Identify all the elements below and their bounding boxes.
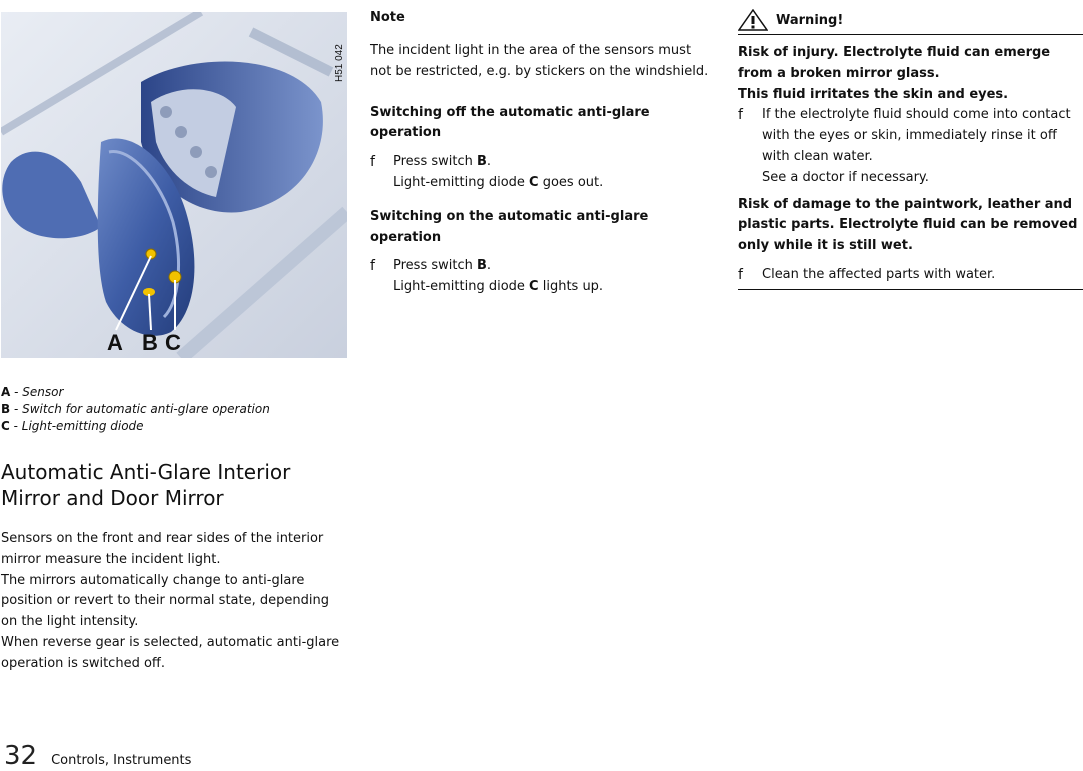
figure-label-c: C bbox=[165, 330, 181, 355]
switch-on-heading: Switching on the automatic anti-glare operation bbox=[370, 208, 649, 245]
warning-triangle-icon bbox=[738, 9, 768, 31]
warning-injury-line2: This fluid irritates the skin and eyes. bbox=[738, 86, 1009, 102]
warning-damage: Risk of damage to the paintwork, leather and plastic parts. Electrolyte fluid can be removed only while it is still wet. bbox=[738, 196, 1078, 254]
caption-b: B - Switch for automatic anti-glare operation bbox=[1, 402, 270, 416]
warning-header bbox=[738, 8, 1083, 35]
mirror-illustration bbox=[1, 12, 347, 358]
right-column bbox=[738, 8, 1083, 290]
caption-a: A - Sensor bbox=[1, 385, 64, 399]
warning-step-clean: f Clean the affected parts with water. bbox=[738, 265, 1083, 286]
section-paragraph-3: When reverse gear is selected, automatic anti-glare operation is switched off. bbox=[1, 634, 340, 671]
switch-on-step: f Press switch B. Light-emitting diode C lights up. bbox=[370, 258, 604, 295]
section-paragraph-1: Sensors on the front and rear sides of the interior mirror measure the incident light. bbox=[1, 531, 324, 567]
step-bullet: f bbox=[370, 154, 375, 171]
figure-code: H51 042 bbox=[334, 44, 345, 82]
section-title: Automatic Anti-Glare Interior Mirror and Door Mirror bbox=[1, 460, 291, 510]
page-footer bbox=[4, 741, 191, 771]
step-bullet: f bbox=[738, 266, 743, 283]
warning-step-rinse: f If the electrolyte fluid should come into contact with the eyes or skin, immediately rinse it off with clean water. See a doctor if necessary. bbox=[738, 107, 1071, 185]
section-paragraph-2: The mirrors automatically change to anti-glare position or revert to their normal state, depending on the light intensity. bbox=[1, 572, 329, 630]
step-bullet: f bbox=[370, 258, 375, 275]
figure-label-a: A bbox=[107, 330, 123, 355]
switch-off-step: f Press switch B. Light-emitting diode C goes out. bbox=[370, 154, 604, 190]
warning-injury-line1: Risk of injury. Electrolyte fluid can emerge from a broken mirror glass. bbox=[738, 45, 1051, 81]
footer-section: Controls, Instruments bbox=[51, 753, 192, 768]
step-bullet: f bbox=[738, 107, 743, 124]
warning-label: Warning! bbox=[776, 12, 844, 28]
warning-end-rule bbox=[738, 289, 1083, 290]
caption-c: C - Light-emitting diode bbox=[1, 419, 144, 433]
note-title: Note bbox=[370, 10, 405, 25]
left-column bbox=[1, 12, 347, 675]
note-text: The incident light in the area of the sensors must not be restricted, e.g. by stickers on the windshield. bbox=[370, 43, 709, 79]
page-number: 32 bbox=[4, 741, 38, 771]
switch-off-heading: Switching off the automatic anti-glare operation bbox=[370, 104, 650, 141]
middle-column bbox=[370, 8, 715, 311]
figure-label-b: B bbox=[142, 330, 158, 355]
figure-captions bbox=[1, 384, 347, 435]
